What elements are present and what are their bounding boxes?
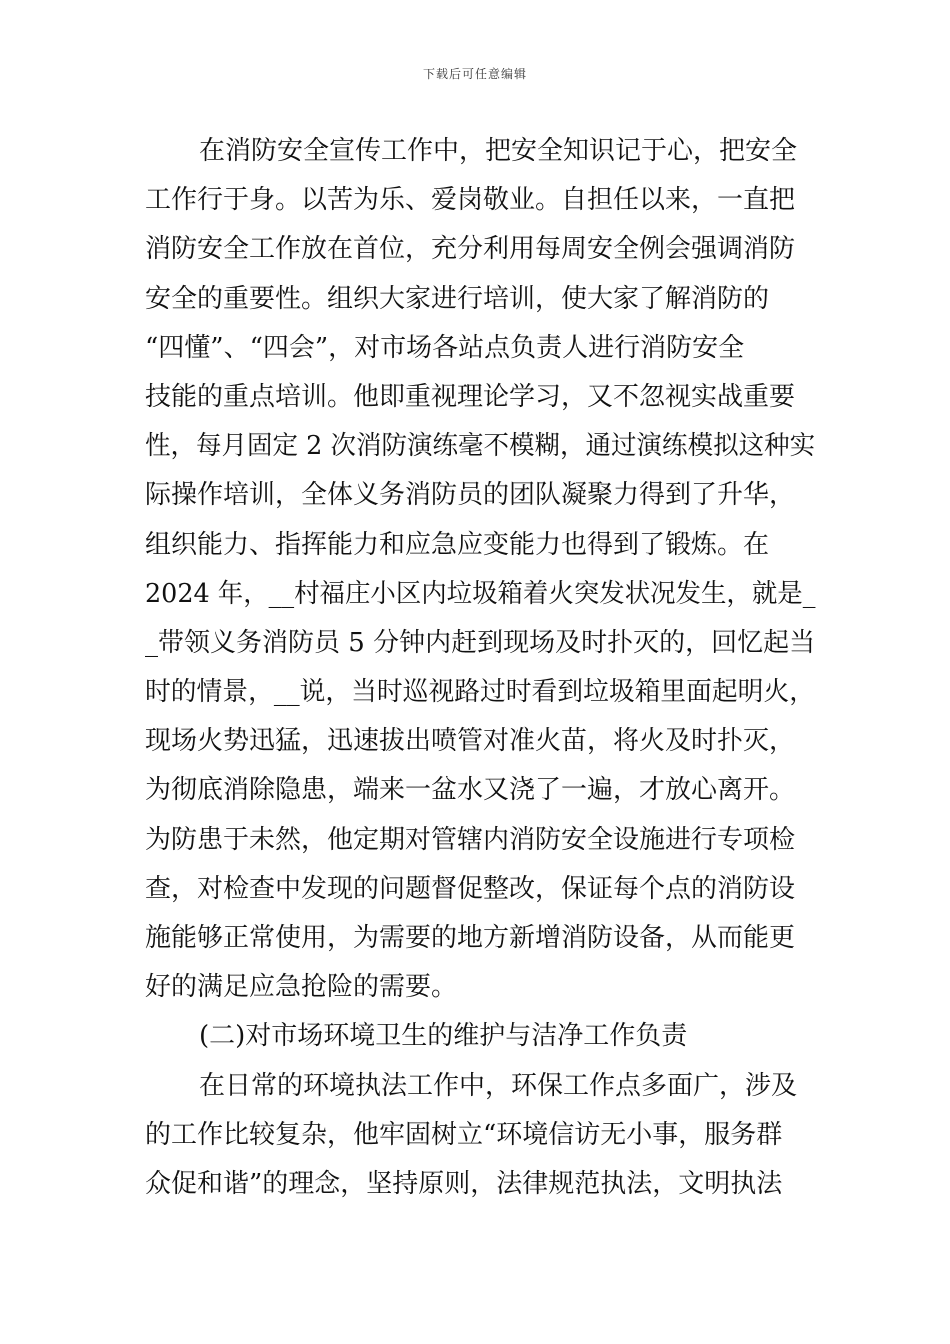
- text-line: 众促和谐”的理念，坚持原则，法律规范执法，文明执法: [145, 1168, 783, 1199]
- text-line: 为防患于未然，他定期对管辖内消防安全设施进行专项检: [145, 824, 796, 855]
- text-line: (二)对市场环境卫生的维护与洁净工作负责: [199, 1021, 688, 1052]
- text-line: _带领义务消防员 5 分钟内赶到现场及时扑灭的，回忆起当: [145, 627, 816, 658]
- text-line: 性，每月固定 2 次消防演练毫不模糊，通过演练模拟这种实: [145, 431, 816, 462]
- text-line: 好的满足应急抢险的需要。: [145, 972, 458, 1003]
- text-line: 查，对检查中发现的问题督促整改，保证每个点的消防设: [145, 873, 796, 904]
- text-line: 工作行于身。以苦为乐、爱岗敬业。自担任以来，一直把: [145, 185, 796, 216]
- text-line: 的工作比较复杂，他牢固树立“环境信访无小事，服务群: [145, 1119, 783, 1150]
- text-line: 组织能力、指挥能力和应急应变能力也得到了锻炼。在: [145, 529, 770, 560]
- text-line: 技能的重点培训。他即重视理论学习，又不忽视实战重要: [145, 381, 796, 412]
- page-header: 下载后可任意编辑: [422, 67, 527, 81]
- text-line: 施能够正常使用，为需要的地方新增消防设备，从而能更: [145, 923, 796, 953]
- text-line: 2024 年，__村福庄小区内垃圾箱着火突发状况发生，就是_: [145, 578, 816, 609]
- text-line: 在日常的环境执法工作中，环保工作点多面广，涉及: [199, 1070, 798, 1101]
- document-body: [145, 127, 815, 1209]
- text-line: 际操作培训，全体义务消防员的团队凝聚力得到了升华，: [145, 480, 796, 511]
- text-line: 为彻底消除隐患，端来一盆水又浇了一遍，才放心离开。: [145, 775, 796, 806]
- text-line: 时的情景，__说，当时巡视路过时看到垃圾箱里面起明火，: [145, 677, 815, 708]
- text-line: 安全的重要性。组织大家进行培训，使大家了解消防的: [145, 283, 770, 314]
- text-line: “四懂”、“四会”，对市场各站点负责人进行消防安全: [145, 332, 745, 363]
- text-line: 消防安全工作放在首位，充分利用每周安全例会强调消防: [145, 234, 796, 265]
- text-line: 在消防安全宣传工作中，把安全知识记于心，把安全: [199, 136, 798, 166]
- text-line: 现场火势迅猛，迅速拔出喷管对准火苗，将火及时扑灭，: [145, 726, 796, 757]
